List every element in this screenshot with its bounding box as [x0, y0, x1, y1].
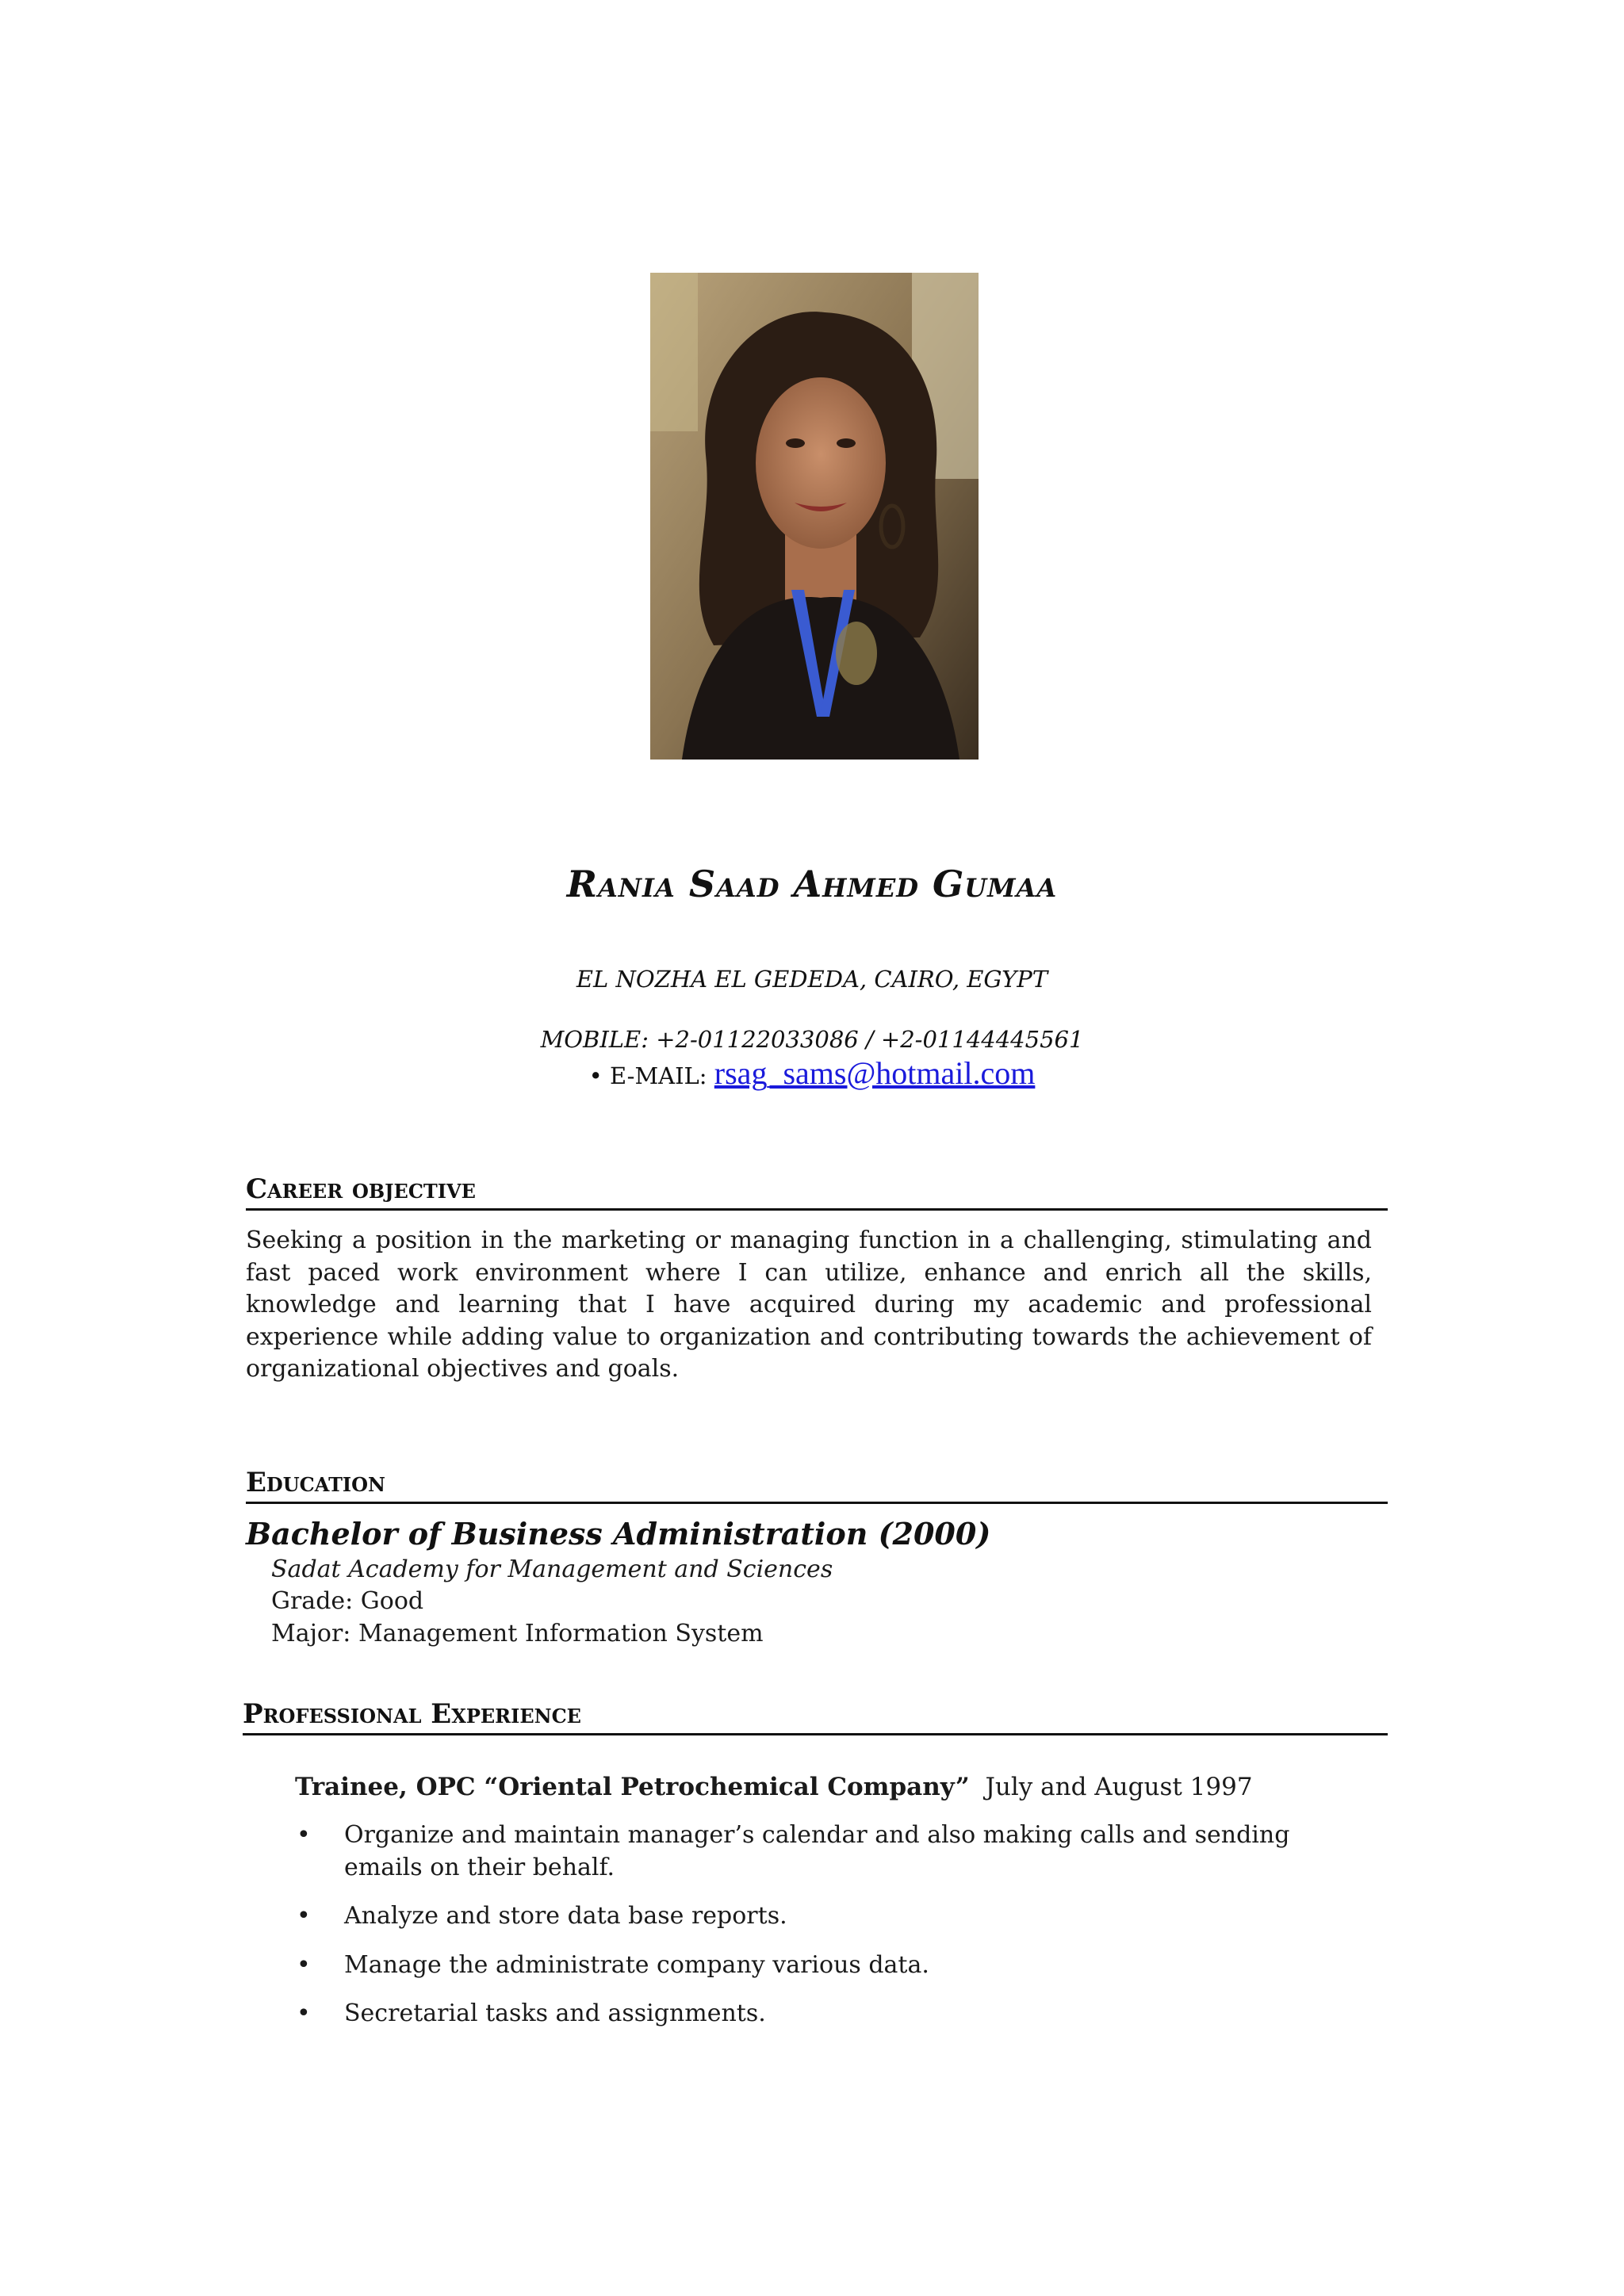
- experience-heading: Professional Experience: [243, 1698, 1388, 1735]
- bullet-icon: •: [297, 1902, 311, 1930]
- profile-photo: [650, 273, 979, 760]
- school-name: Sadat Academy for Management and Sciences: [271, 1556, 833, 1583]
- email-row: [0, 1054, 1624, 1092]
- address: EL NOZHA EL GEDEDA, CAIRO, EGYPT: [576, 966, 1048, 993]
- degree-title: Bachelor of Business Administration (2000): [246, 1516, 991, 1552]
- candidate-name: Rania Saad Ahmed Gumaa: [566, 863, 1058, 905]
- email-label: • E-MAIL:: [588, 1062, 707, 1089]
- job-heading: [295, 1773, 1253, 1801]
- job-title: Trainee, OPC “Oriental Petrochemical Company”: [295, 1773, 970, 1801]
- major: Major: Management Information System: [271, 1620, 764, 1647]
- list-item: • Secretarial tasks and assignments.: [293, 1998, 1372, 2030]
- job-duties-list: [293, 1820, 1372, 2047]
- bullet-icon: •: [297, 1950, 311, 1979]
- career-objective-text: Seeking a position in the marketing or managing function in a challenging, stimulating and fast paced work environment where I can utilize, enhance and enrich all the skills, knowledge and learning that I have acquired during my academic and professional experience while adding value to organization and contributing towards the achievement of organizational objectives and goals.: [246, 1226, 1372, 1383]
- grade: Grade: Good: [271, 1587, 424, 1615]
- list-item: • Manage the administrate company various data.: [293, 1950, 1372, 1982]
- job-period: July and August 1997: [985, 1773, 1253, 1801]
- career-objective-heading: Career objective: [246, 1173, 1388, 1211]
- list-item: • Analyze and store data base reports.: [293, 1900, 1372, 1933]
- bullet-icon: •: [297, 1999, 311, 2027]
- mobile-numbers: MOBILE: +2-01122033086 / +2-01144445561: [540, 1026, 1084, 1053]
- email-link[interactable]: rsag_sams@hotmail.com: [714, 1055, 1036, 1091]
- education-heading: Education: [246, 1467, 1388, 1504]
- bullet-icon: •: [297, 1821, 311, 1849]
- list-item: • Organize and maintain manager’s calendar and also making calls and sending emails on their behalf.: [297, 1821, 1290, 1881]
